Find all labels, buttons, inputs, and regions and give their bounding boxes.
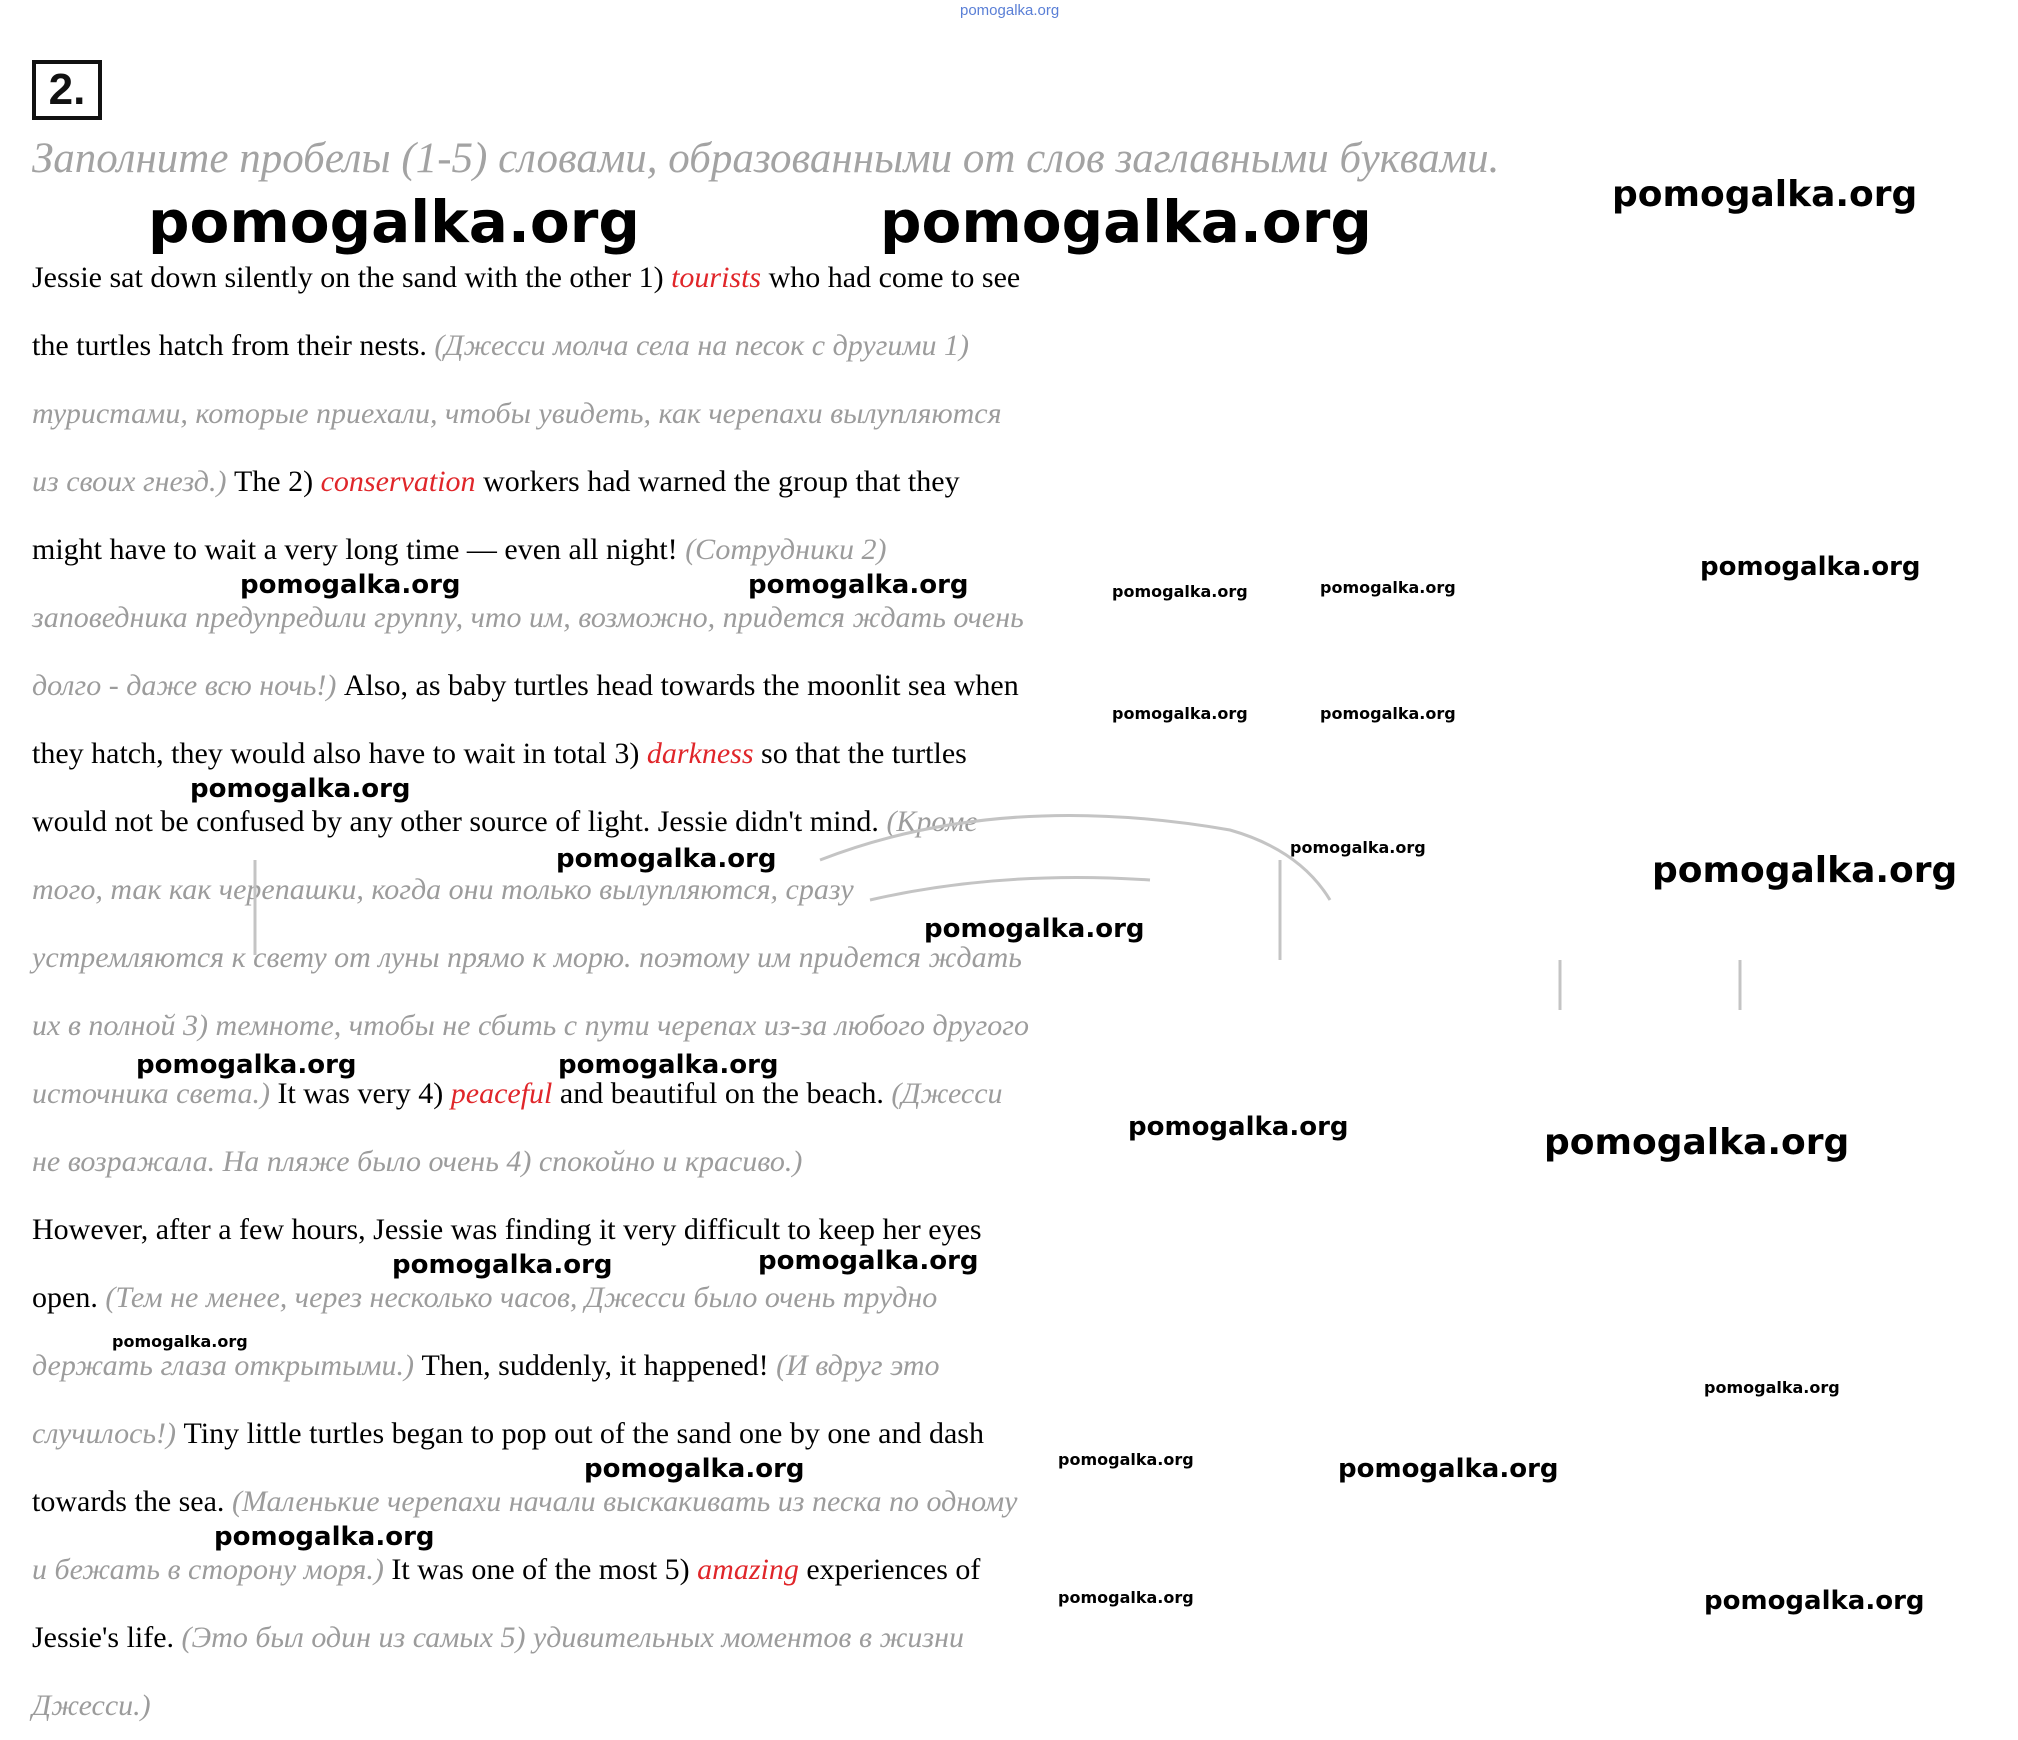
text-line — [32, 1264, 2012, 1332]
watermark: pomogalka.org — [1544, 1122, 1850, 1163]
watermark: pomogalka.org — [240, 570, 461, 600]
watermark: pomogalka.org — [1112, 582, 1248, 601]
translation-text: (Тем не менее, через несколько часов, Джесси было очень трудно — [105, 1281, 938, 1314]
translation-text: (Кроме — [886, 805, 978, 838]
translation-text: источника света.) — [32, 1077, 278, 1110]
task-instruction: Заполните пробелы (1-5) словами, образованными от слов заглавными буквами. — [32, 135, 1500, 182]
text-line — [32, 1196, 2012, 1264]
watermark: pomogalka.org — [1704, 1586, 1925, 1616]
watermark: pomogalka.org — [1290, 838, 1426, 857]
translation-text: и бежать в сторону моря.) — [32, 1553, 392, 1586]
watermark: pomogalka.org — [392, 1250, 613, 1280]
watermark: pomogalka.org — [1320, 578, 1456, 597]
text-line — [32, 652, 2012, 720]
answer-word: amazing — [697, 1553, 799, 1586]
english-text: they hatch, they would also have to wait in total 3) — [32, 737, 647, 770]
translation-text: (Сотрудники 2) — [685, 533, 887, 566]
english-text: open. — [32, 1281, 106, 1314]
translation-text: (Маленькие черепахи начали выскакивать из песка по одному — [231, 1485, 1018, 1518]
translation-text: долго - даже всю ночь!) — [32, 669, 344, 702]
watermark: pomogalka.org — [1128, 1112, 1349, 1142]
english-text: Tiny little turtles began to pop out of the sand one by one and dash — [183, 1417, 984, 1450]
text-line — [32, 1672, 2012, 1740]
task-number: 2. — [48, 65, 86, 114]
site-url-header[interactable]: pomogalka.org — [960, 2, 1060, 19]
translation-text: держать глаза открытыми.) — [32, 1349, 422, 1382]
watermark: pomogalka.org — [112, 1332, 248, 1351]
translation-text: случилось!) — [32, 1417, 184, 1450]
watermark: pomogalka.org — [1700, 552, 1921, 582]
watermark: pomogalka.org — [136, 1050, 357, 1080]
watermark: pomogalka.org — [758, 1246, 979, 1276]
english-text: and beautiful on the beach. — [552, 1077, 892, 1110]
english-text: The 2) — [233, 465, 321, 498]
watermark: pomogalka.org — [1112, 704, 1248, 723]
watermark: pomogalka.org — [190, 774, 411, 804]
answer-word: peaceful — [450, 1077, 553, 1110]
watermark: pomogalka.org — [214, 1522, 435, 1552]
watermark: pomogalka.org — [1338, 1454, 1559, 1484]
watermark: pomogalka.org — [1652, 850, 1958, 891]
translation-text: из своих гнезд.) — [32, 465, 234, 498]
watermark: pomogalka.org — [880, 188, 1372, 256]
translation-text: не возражала. На пляже было очень 4) спокойно и красиво.) — [32, 1145, 803, 1178]
text-line — [32, 380, 2012, 448]
watermark: pomogalka.org — [748, 570, 969, 600]
translation-text: Джесси.) — [32, 1689, 151, 1722]
text-line — [32, 448, 2012, 516]
english-text: might have to wait a very long time — even all night! — [32, 533, 686, 566]
english-text: towards the sea. — [32, 1485, 232, 1518]
english-text: Jessie sat down silently on the sand with the other 1) — [32, 261, 672, 294]
translation-text: заповедника предупредили группу, что им, возможно, придется ждать очень — [32, 601, 1024, 634]
text-line — [32, 1400, 2012, 1468]
task-number-box — [32, 60, 102, 120]
translation-text: их в полной 3) темноте, чтобы не сбить с пути черепах из-за любого другого — [32, 1009, 1029, 1042]
english-text: workers had warned the group that they — [475, 465, 960, 498]
exercise-text — [32, 244, 2012, 1740]
english-text: would not be confused by any other source of light. Jessie didn't mind. — [32, 805, 887, 838]
english-text: the turtles hatch from their nests. — [32, 329, 435, 362]
watermark: pomogalka.org — [1612, 174, 1918, 215]
watermark: pomogalka.org — [148, 188, 640, 256]
text-line — [32, 312, 2012, 380]
watermark: pomogalka.org — [1704, 1378, 1840, 1397]
english-text: However, after a few hours, Jessie was finding it very difficult to keep her eyes — [32, 1213, 982, 1246]
english-text: It was one of the most 5) — [391, 1553, 698, 1586]
english-text: who had come to see — [761, 261, 1021, 294]
translation-text: устремляются к свету от луны прямо к морю. поэтому им придется ждать — [32, 941, 1022, 974]
translation-text: (И вдруг это — [776, 1349, 940, 1382]
translation-text: (Джесси молча села на песок с другими 1) — [434, 329, 970, 362]
answer-word: tourists — [671, 261, 762, 294]
answer-word: conservation — [320, 465, 476, 498]
watermark: pomogalka.org — [1320, 704, 1456, 723]
watermark: pomogalka.org — [924, 914, 1145, 944]
translation-text: туристами, которые приехали, чтобы увидеть, как черепахи вылупляются — [32, 397, 1002, 430]
watermark: pomogalka.org — [1058, 1588, 1194, 1607]
english-text: It was very 4) — [277, 1077, 451, 1110]
translation-text: (Это был один из самых 5) удивительных моментов в жизни — [181, 1621, 964, 1654]
watermark: pomogalka.org — [584, 1454, 805, 1484]
watermark: pomogalka.org — [558, 1050, 779, 1080]
english-text: Also, as baby turtles head towards the moonlit sea when — [343, 669, 1019, 702]
english-text: Jessie's life. — [32, 1621, 182, 1654]
watermark: pomogalka.org — [1058, 1450, 1194, 1469]
translation-text: того, так как черепашки, когда они только вылупляются, сразу — [32, 873, 854, 906]
answer-word: darkness — [646, 737, 754, 770]
english-text: experiences of — [798, 1553, 981, 1586]
watermark: pomogalka.org — [556, 844, 777, 874]
translation-text: (Джесси — [891, 1077, 1003, 1110]
english-text: so that the turtles — [753, 737, 967, 770]
english-text: Then, suddenly, it happened! — [421, 1349, 777, 1382]
